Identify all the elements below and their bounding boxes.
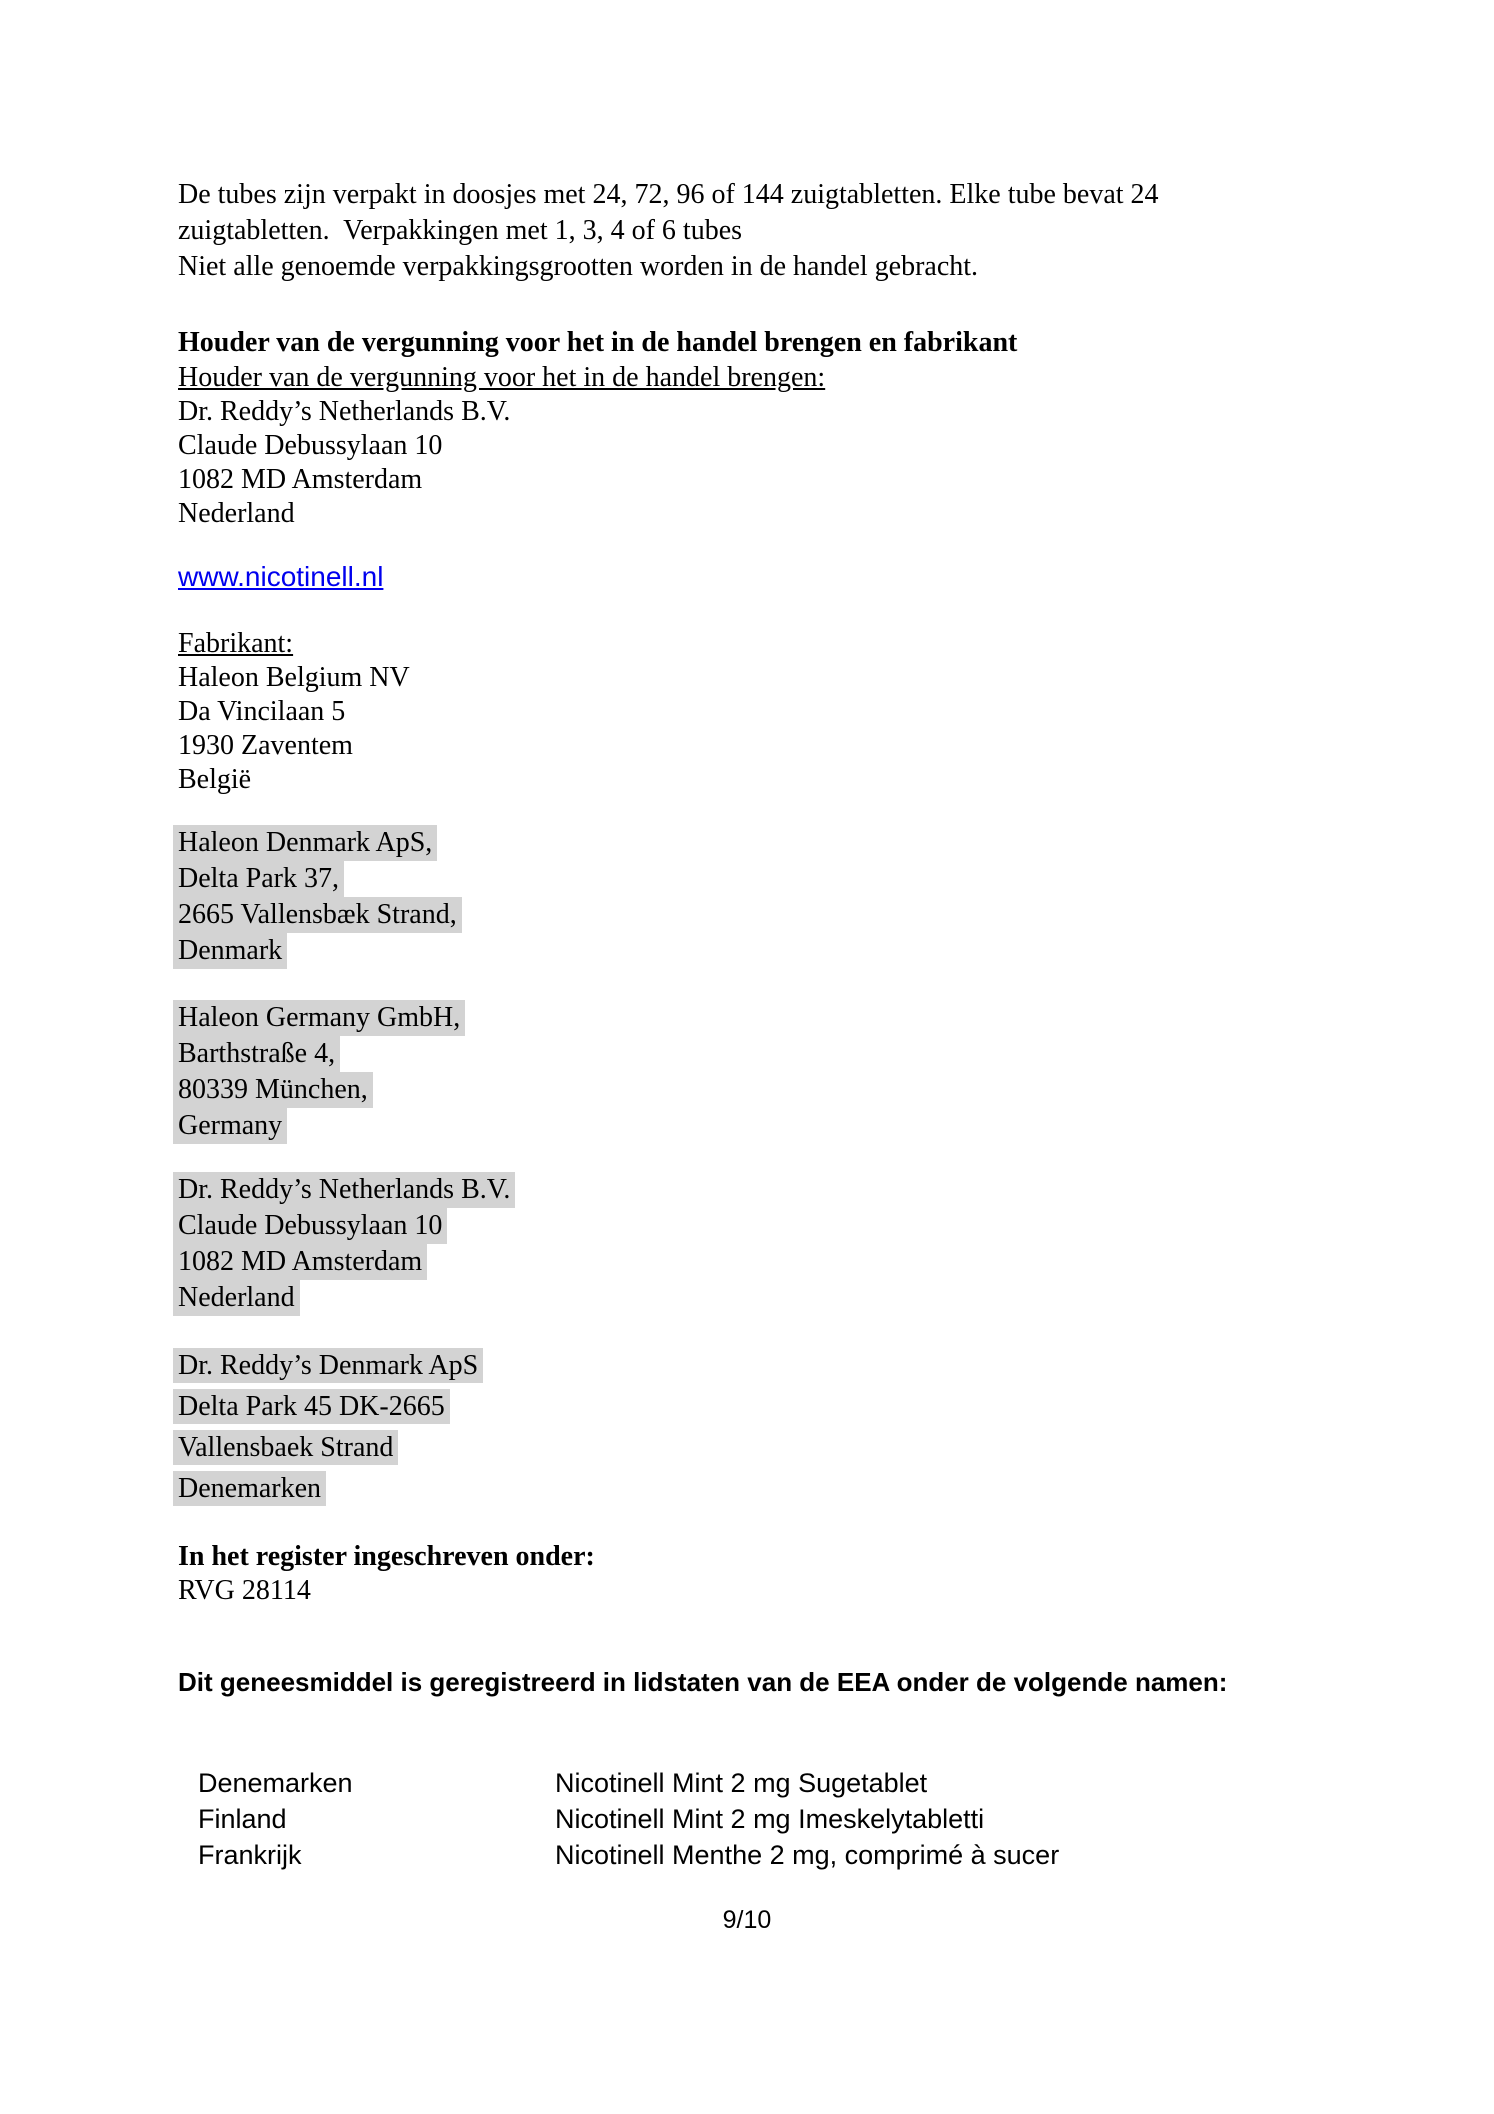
highlighted-text: 2665 Vallensbæk Strand, (173, 897, 462, 933)
highlighted-text: Dr. Reddy’s Netherlands B.V. (173, 1172, 515, 1208)
address-line (178, 1108, 1288, 1144)
highlighted-text: Denmark (173, 933, 287, 969)
highlighted-text: Claude Debussylaan 10 (173, 1208, 447, 1244)
eea-name-row (178, 1801, 1288, 1837)
address-line (178, 1427, 1288, 1468)
paragraph-line: De tubes zijn verpakt in doosjes met 24, 72, 96 of 144 zuigtabletten. Elke tube bevat 24 (178, 179, 1159, 210)
highlighted-text: Barthstraße 4, (173, 1036, 340, 1072)
highlighted-text: Haleon Germany GmbH, (173, 1000, 465, 1036)
highlighted-text: Delta Park 45 DK-2665 (173, 1389, 450, 1424)
address-line: 1082 MD Amsterdam (178, 464, 423, 495)
address-line (178, 1468, 1288, 1509)
eea-country: Denemarken (198, 1768, 353, 1798)
address-line (178, 1172, 1288, 1208)
address-line: Dr. Reddy’s Netherlands B.V. (178, 396, 511, 427)
eea-name-row (178, 1765, 1288, 1801)
address-line: Claude Debussylaan 10 (178, 430, 443, 461)
highlighted-text: Germany (173, 1108, 287, 1144)
address-line (178, 933, 1288, 969)
address-line: Haleon Belgium NV (178, 662, 410, 693)
address-line (178, 1208, 1288, 1244)
register-number: RVG 28114 (178, 1575, 311, 1606)
highlighted-text: Vallensbaek Strand (173, 1430, 398, 1465)
address-line (178, 1036, 1288, 1072)
address-line (178, 1386, 1288, 1427)
address-line: Da Vincilaan 5 (178, 696, 346, 727)
manufacturer-address-reddys-denmark (178, 1345, 1288, 1509)
eea-country: Finland (198, 1804, 287, 1834)
eea-names-table (178, 1765, 1288, 1873)
register-heading: In het register ingeschreven onder: (178, 1541, 595, 1572)
address-line (178, 825, 1288, 861)
holder-subheading: Houder van de vergunning voor het in de handel brengen: (178, 362, 826, 393)
eea-section-heading: Dit geneesmiddel is geregistreerd in lidstaten van de EEA onder de volgende namen: (178, 1667, 1228, 1697)
manufacturer-heading: Fabrikant: (178, 628, 294, 659)
address-line (178, 1345, 1288, 1386)
eea-name-row (178, 1837, 1288, 1873)
address-line (178, 861, 1288, 897)
page-number: 9/10 (722, 1906, 772, 1934)
manufacturer-address-haleon-germany (178, 1000, 1288, 1144)
address-line (178, 897, 1288, 933)
pack-sizes-paragraph (178, 177, 1288, 285)
highlighted-text: Haleon Denmark ApS, (173, 825, 437, 861)
address-line: 1930 Zaventem (178, 730, 353, 761)
highlighted-text: 80339 München, (173, 1072, 373, 1108)
manufacturer-address-reddys-netherlands (178, 1172, 1288, 1316)
holder-address (178, 395, 1288, 531)
highlighted-text: Denemarken (173, 1471, 326, 1506)
address-line (178, 1280, 1288, 1316)
website-row (178, 559, 1288, 600)
paragraph-line: Niet alle genoemde verpakkingsgrootten worden in de handel gebracht. (178, 251, 979, 282)
page-content (178, 177, 1288, 1873)
eea-country: Frankrijk (198, 1840, 302, 1870)
paragraph-line: zuigtabletten. Verpakkingen met 1, 3, 4 of 6 tubes (178, 215, 743, 246)
address-line: België (178, 764, 252, 795)
address-line (178, 1000, 1288, 1036)
holder-section-heading: Houder van de vergunning voor het in de handel brengen en fabrikant (178, 327, 1018, 358)
highlighted-text: 1082 MD Amsterdam (173, 1244, 427, 1280)
eea-product-name: Nicotinell Mint 2 mg Sugetablet (555, 1768, 928, 1798)
manufacturer-address-haleon-denmark (178, 825, 1288, 969)
nicotinell-website-link[interactable]: www.nicotinell.nl (178, 561, 384, 592)
manufacturer-address-belgium (178, 661, 1288, 797)
register-section (178, 1540, 1288, 1608)
highlighted-text: Nederland (173, 1280, 300, 1316)
eea-product-name: Nicotinell Menthe 2 mg, comprimé à sucer (555, 1840, 1060, 1870)
highlighted-text: Delta Park 37, (173, 861, 344, 897)
address-line (178, 1072, 1288, 1108)
address-line: Nederland (178, 498, 295, 529)
highlighted-text: Dr. Reddy’s Denmark ApS (173, 1348, 483, 1383)
eea-product-name: Nicotinell Mint 2 mg Imeskelytabletti (555, 1804, 985, 1834)
address-line (178, 1244, 1288, 1280)
